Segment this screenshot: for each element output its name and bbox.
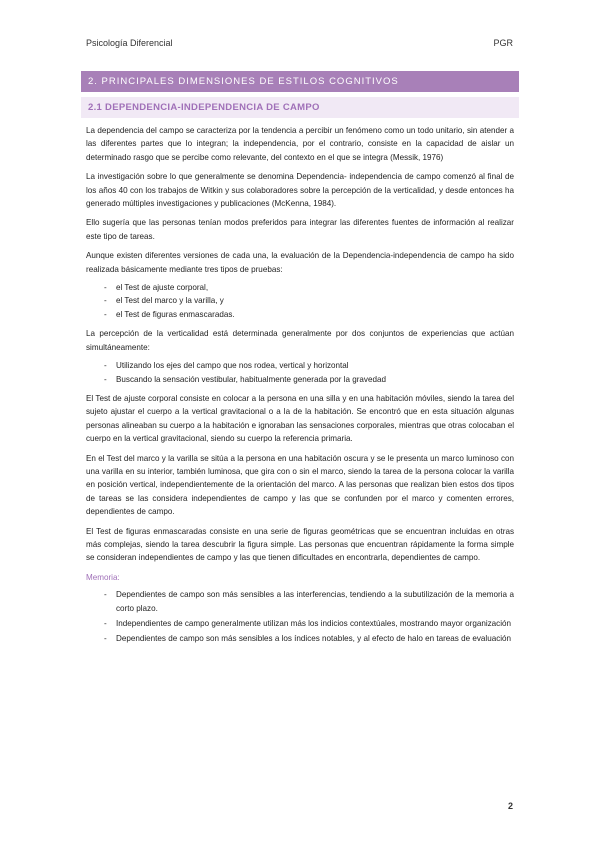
list-item: - Buscando la sensación vestibular, habitualmente generada por la gravedad [104, 373, 514, 386]
list-item: - Independientes de campo generalmente utilizan más los indicios contextúales, mostrando mayor organización [104, 617, 514, 630]
list-item: - Utilizando los ejes del campo que nos rodea, vertical y horizontal [104, 359, 514, 372]
list-item: - el Test de figuras enmascaradas. [104, 308, 514, 321]
memoria-label: Memoria: [86, 572, 120, 582]
paragraph: Aunque existen diferentes versiones de cada una, la evaluación de la Dependencia-independencia de campo ha sido realizada básicamente mediante tres tipos de pruebas: [86, 251, 514, 274]
paragraph: La investigación sobre lo que generalmente se denomina Dependencia- independencia de campo comenzó al final de los años 40 con los trabajos de Witkin y sus colaboradores sobre la percepción de la verticalidad, y desde entonces ha generado múltiples investigaciones y publicaciones (McKenna, 1984). [86, 172, 514, 209]
memoria-list [104, 588, 514, 646]
tests-list [104, 281, 514, 321]
list-item: - Dependientes de campo son más sensibles a las interferencias, tendiendo a la subutilización de la memoria a corto plazo. [104, 588, 514, 615]
section-heading: 2. PRINCIPALES DIMENSIONES DE ESTILOS COGNITIVOS [81, 71, 519, 92]
list-item: - el Test de ajuste corporal, [104, 281, 514, 294]
experiences-list [104, 359, 514, 386]
paragraph: El Test de figuras enmascaradas consiste en una serie de figuras geométricas que se encuentran incluidas en otras más complejas, siendo la tarea descubrir la figura simple. Las personas que encuentran rápidamente la forma simple se consideran independientes de campo y las que tienen dificultades en encontrarla, dependientes de campo. [86, 526, 514, 563]
list-item: - Dependientes de campo son más sensibles a los índices notables, y al efecto de halo en tareas de evaluación [104, 632, 514, 645]
body-content [86, 124, 514, 652]
subsection-heading: 2.1 DEPENDENCIA-INDEPENDENCIA DE CAMPO [81, 97, 519, 118]
paragraph: En el Test del marco y la varilla se sitúa a la persona en una habitación oscura y se le presenta un marco luminoso con una varilla en su interior, también luminosa, que gira con o sin el marco, siendo la tarea de la persona colocar la varilla en posición vertical, independientemente de la orientación del marco. A las personas que realizan bien estos dos tipos de tareas se las considera independientes de campo y las que se confunden por el marco y comenten errores, dependientes de campo. [86, 453, 514, 517]
list-item: - el Test del marco y la varilla, y [104, 294, 514, 307]
paragraph: El Test de ajuste corporal consiste en colocar a la persona en una silla y en una habitación móviles, siendo la tarea del sujeto ajustar el cuerpo a la vertical gravitacional o a la de la habitación. Se encontró que en esta situación algunas personas alineaban su cuerpo a la habitación e ignoraban las sensaciones corporales, mientras que otras colocaban el cuerpo en la vertical gravitacional, siendo su cuerpo la referencia primaria. [86, 393, 514, 444]
paragraph: La dependencia del campo se caracteriza por la tendencia a percibir un fenómeno como un todo unitario, sin atender a las diferentes partes que lo integran; la independencia, por el contrario, consiste en la capacidad de aislar un determinado rasgo que se percibe como relevante, del contexto en el que se integra (Messik, 1976) [86, 126, 514, 162]
header-course-title: Psicología Diferencial [86, 38, 173, 48]
page-number: 2 [507, 801, 513, 811]
paragraph: Ello sugería que las personas tenían modos preferidos para integrar las diferentes fuentes de información al realizar este tipo de tareas. [86, 218, 514, 241]
header-author-initials: PGR [493, 38, 513, 48]
paragraph: La percepción de la verticalidad está determinada generalmente por dos conjuntos de experiencias que actúan simultáneamente: [86, 329, 514, 352]
